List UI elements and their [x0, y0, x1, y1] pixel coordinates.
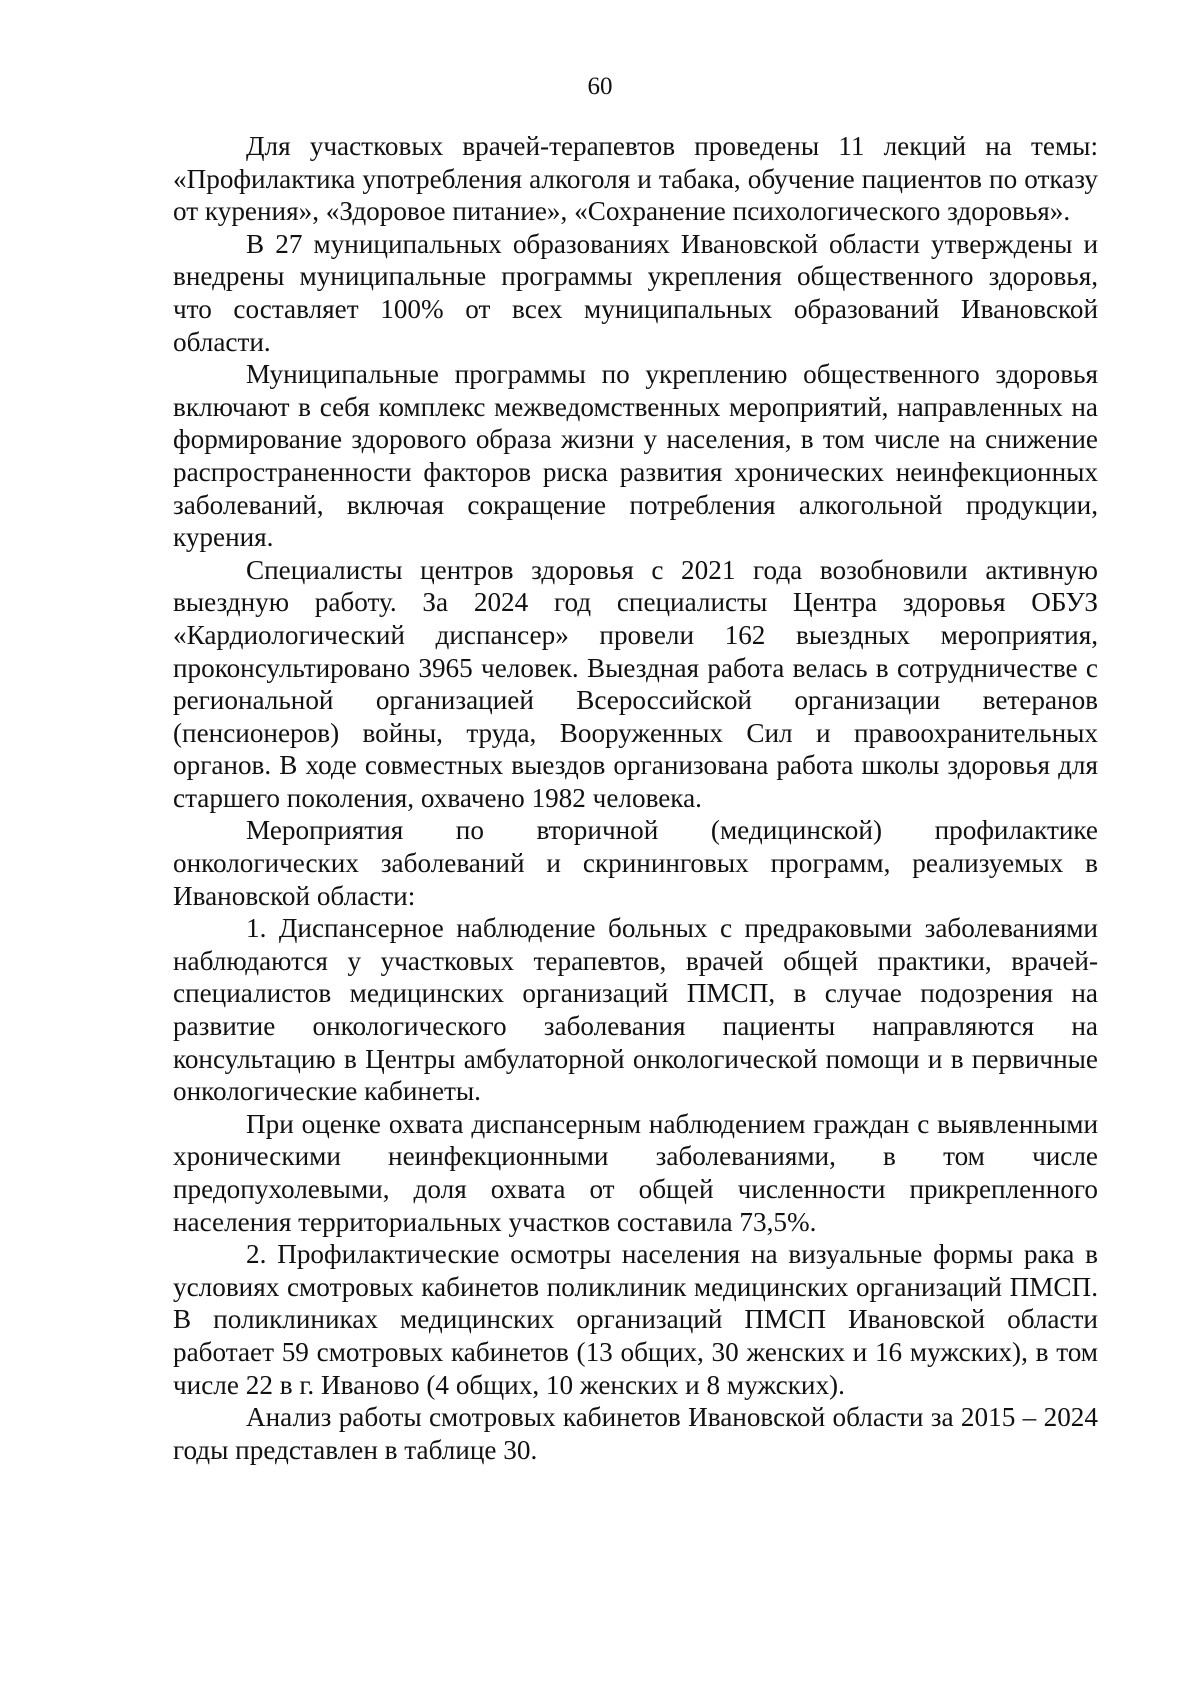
- paragraph-secondary-prevention: Мероприятия по вторичной (медицинской) профилактике онкологических заболеваний и скрининговых программ, реализуемых в Ивановской области:: [173, 815, 1098, 911]
- paragraph-program-contents: Муниципальные программы по укреплению общественного здоровья включают в себя комплекс межведомственных мероприятий, направленных на формирование здорового образа жизни у населения, в том числе на снижение распространенности факторов риска развития хронических неинфекционных заболеваний, включая сокращение потребления алкогольной продукции, курения.: [173, 359, 1098, 553]
- paragraph-table-reference: Анализ работы смотровых кабинетов Ивановской области за 2015 – 2024 годы представлен в таблице 30.: [173, 1402, 1098, 1465]
- paragraph-health-centers: Специалисты центров здоровья с 2021 года возобновили активную выездную работу. За 2024 год специалисты Центра здоровья ОБУЗ «Кардиологический диспансер» провели 162 выездных мероприятия, проконсультировано 3965 человек. Выездная работа велась в сотрудничестве с региональной организацией Всероссийской организации ветеранов (пенсионеров) войны, труда, Вооруженных Сил и правоохранительных органов. В ходе совместных выездов организована работа школы здоровья для старшего поколения, охвачено 1982 человека.: [173, 554, 1098, 813]
- paragraph-lectures: Для участковых врачей-терапевтов проведены 11 лекций на темы: «Профилактика употребления алкоголя и табака, обучение пациентов по отказу от курения», «Здоровое питание», «Сохранение психологического здоровья».: [173, 131, 1098, 227]
- page-number: 60: [587, 73, 613, 100]
- paragraph-coverage: При оценке охвата диспансерным наблюдением граждан с выявленными хроническими неинфекционными заболеваниями, в том числе предопухолевыми, доля охвата от общей численности прикрепленного населения территориальных участков составила 73,5%.: [173, 1108, 1098, 1237]
- paragraph-item-2: 2. Профилактические осмотры населения на визуальные формы рака в условиях смотровых кабинетов поликлиник медицинских организаций ПМСП. В поликлиниках медицинских организаций ПМСП Ивановской области работает 59 смотровых кабинетов (13 общих, 30 женских и 16 мужских), в том числе 22 в г. Иваново (4 общих, 10 женских и 8 мужских).: [173, 1239, 1098, 1400]
- document-body: [173, 130, 1098, 1466]
- paragraph-item-1: 1. Диспансерное наблюдение больных с предраковыми заболеваниями наблюдаются у участковых терапевтов, врачей общей практики, врачей-специалистов медицинских организаций ПМСП, в случае подозрения на развитие онкологического заболевания пациенты направляются на консультацию в Центры амбулаторной онкологической помощи и в первичные онкологические кабинеты.: [173, 913, 1098, 1107]
- paragraph-municipal-programs: В 27 муниципальных образованиях Ивановской области утверждены и внедрены муниципальные программы укрепления общественного здоровья, что составляет 100% от всех муниципальных образований Ивановской области.: [173, 228, 1098, 357]
